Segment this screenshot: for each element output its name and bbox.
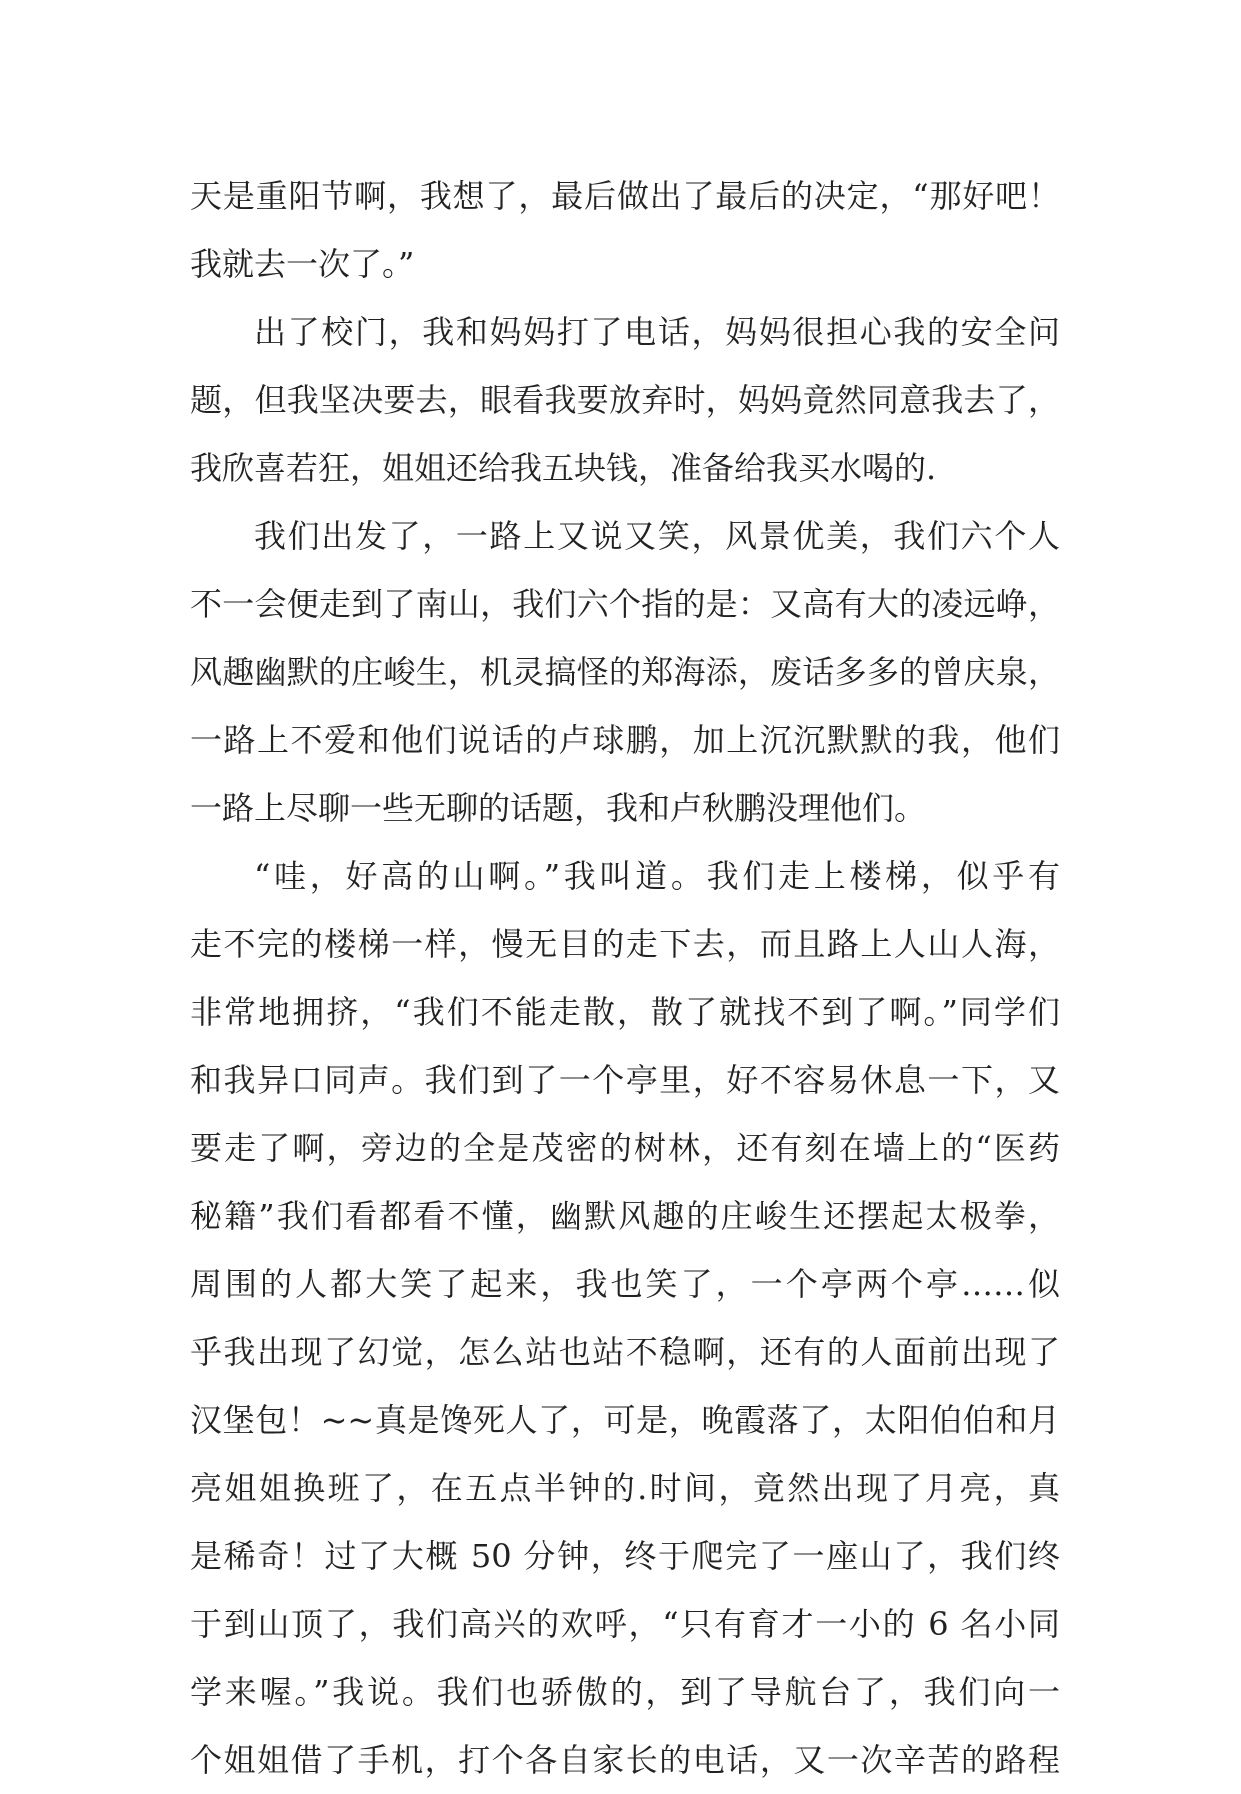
paragraph-first-line: 出了校门，我和妈妈打了电话，妈妈很担心我的安全问 (254, 313, 1060, 351)
text-line: 乎我出现了幻觉，怎么站也站不稳啊，还有的人面前出现了 (190, 1333, 1060, 1371)
text-line: 周围的人都大笑了起来，我也笑了，一个亭两个亭……似 (190, 1265, 1060, 1303)
text-line: 风趣幽默的庄峻生，机灵搞怪的郑海添，废话多多的曾庆泉， (190, 653, 1060, 691)
text-line: 是稀奇！过了大概 50 分钟，终于爬完了一座山了，我们终 (190, 1537, 1060, 1575)
text-line: 一路上不爱和他们说话的卢球鹏，加上沉沉默默的我，他们 (190, 721, 1060, 759)
paragraph-first-line: 我们出发了，一路上又说又笑，风景优美，我们六个人 (254, 517, 1060, 555)
text-line: 走不完的楼梯一样，慢无目的走下去，而且路上人山人海， (190, 925, 1060, 963)
text-line: 个姐姐借了手机，打个各自家长的电话，又一次辛苦的路程 (190, 1741, 1060, 1779)
text-line: 和我异口同声。我们到了一个亭里，好不容易休息一下，又 (190, 1061, 1060, 1099)
text-line: 秘籍”我们看都看不懂，幽默风趣的庄峻生还摆起太极拳， (190, 1197, 1060, 1235)
article-body (190, 162, 1060, 1794)
text-line: 一路上尽聊一些无聊的话题，我和卢秋鹏没理他们。 (190, 789, 927, 827)
text-line: 非常地拥挤，“我们不能走散，散了就找不到了啊。”同学们 (190, 993, 1060, 1031)
paragraph-first-line: “哇，好高的山啊。”我叫道。我们走上楼梯，似乎有 (254, 857, 1060, 895)
text-line: 我就去一次了。” (190, 245, 415, 283)
text-line: 学来喔。”我说。我们也骄傲的，到了导航台了，我们向一 (190, 1673, 1060, 1711)
text-line: 于到山顶了，我们高兴的欢呼，“只有育才一小的 6 名小同 (190, 1605, 1060, 1643)
text-line: 汉堡包！~~真是馋死人了，可是，晚霞落了，太阳伯伯和月 (190, 1401, 1060, 1439)
text-line: 天是重阳节啊，我想了，最后做出了最后的决定，“那好吧！ (190, 177, 1060, 215)
text-line: 亮姐姐换班了，在五点半钟的.时间，竟然出现了月亮，真 (190, 1469, 1060, 1507)
text-line: 要走了啊，旁边的全是茂密的树林，还有刻在墙上的“医药 (190, 1129, 1060, 1167)
text-line: 我欣喜若狂，姐姐还给我五块钱，准备给我买水喝的. (190, 449, 937, 487)
text-line: 不一会便走到了南山，我们六个指的是：又高有大的凌远峥， (190, 585, 1060, 623)
text-line: 题，但我坚决要去，眼看我要放弃时，妈妈竟然同意我去了， (190, 381, 1060, 419)
